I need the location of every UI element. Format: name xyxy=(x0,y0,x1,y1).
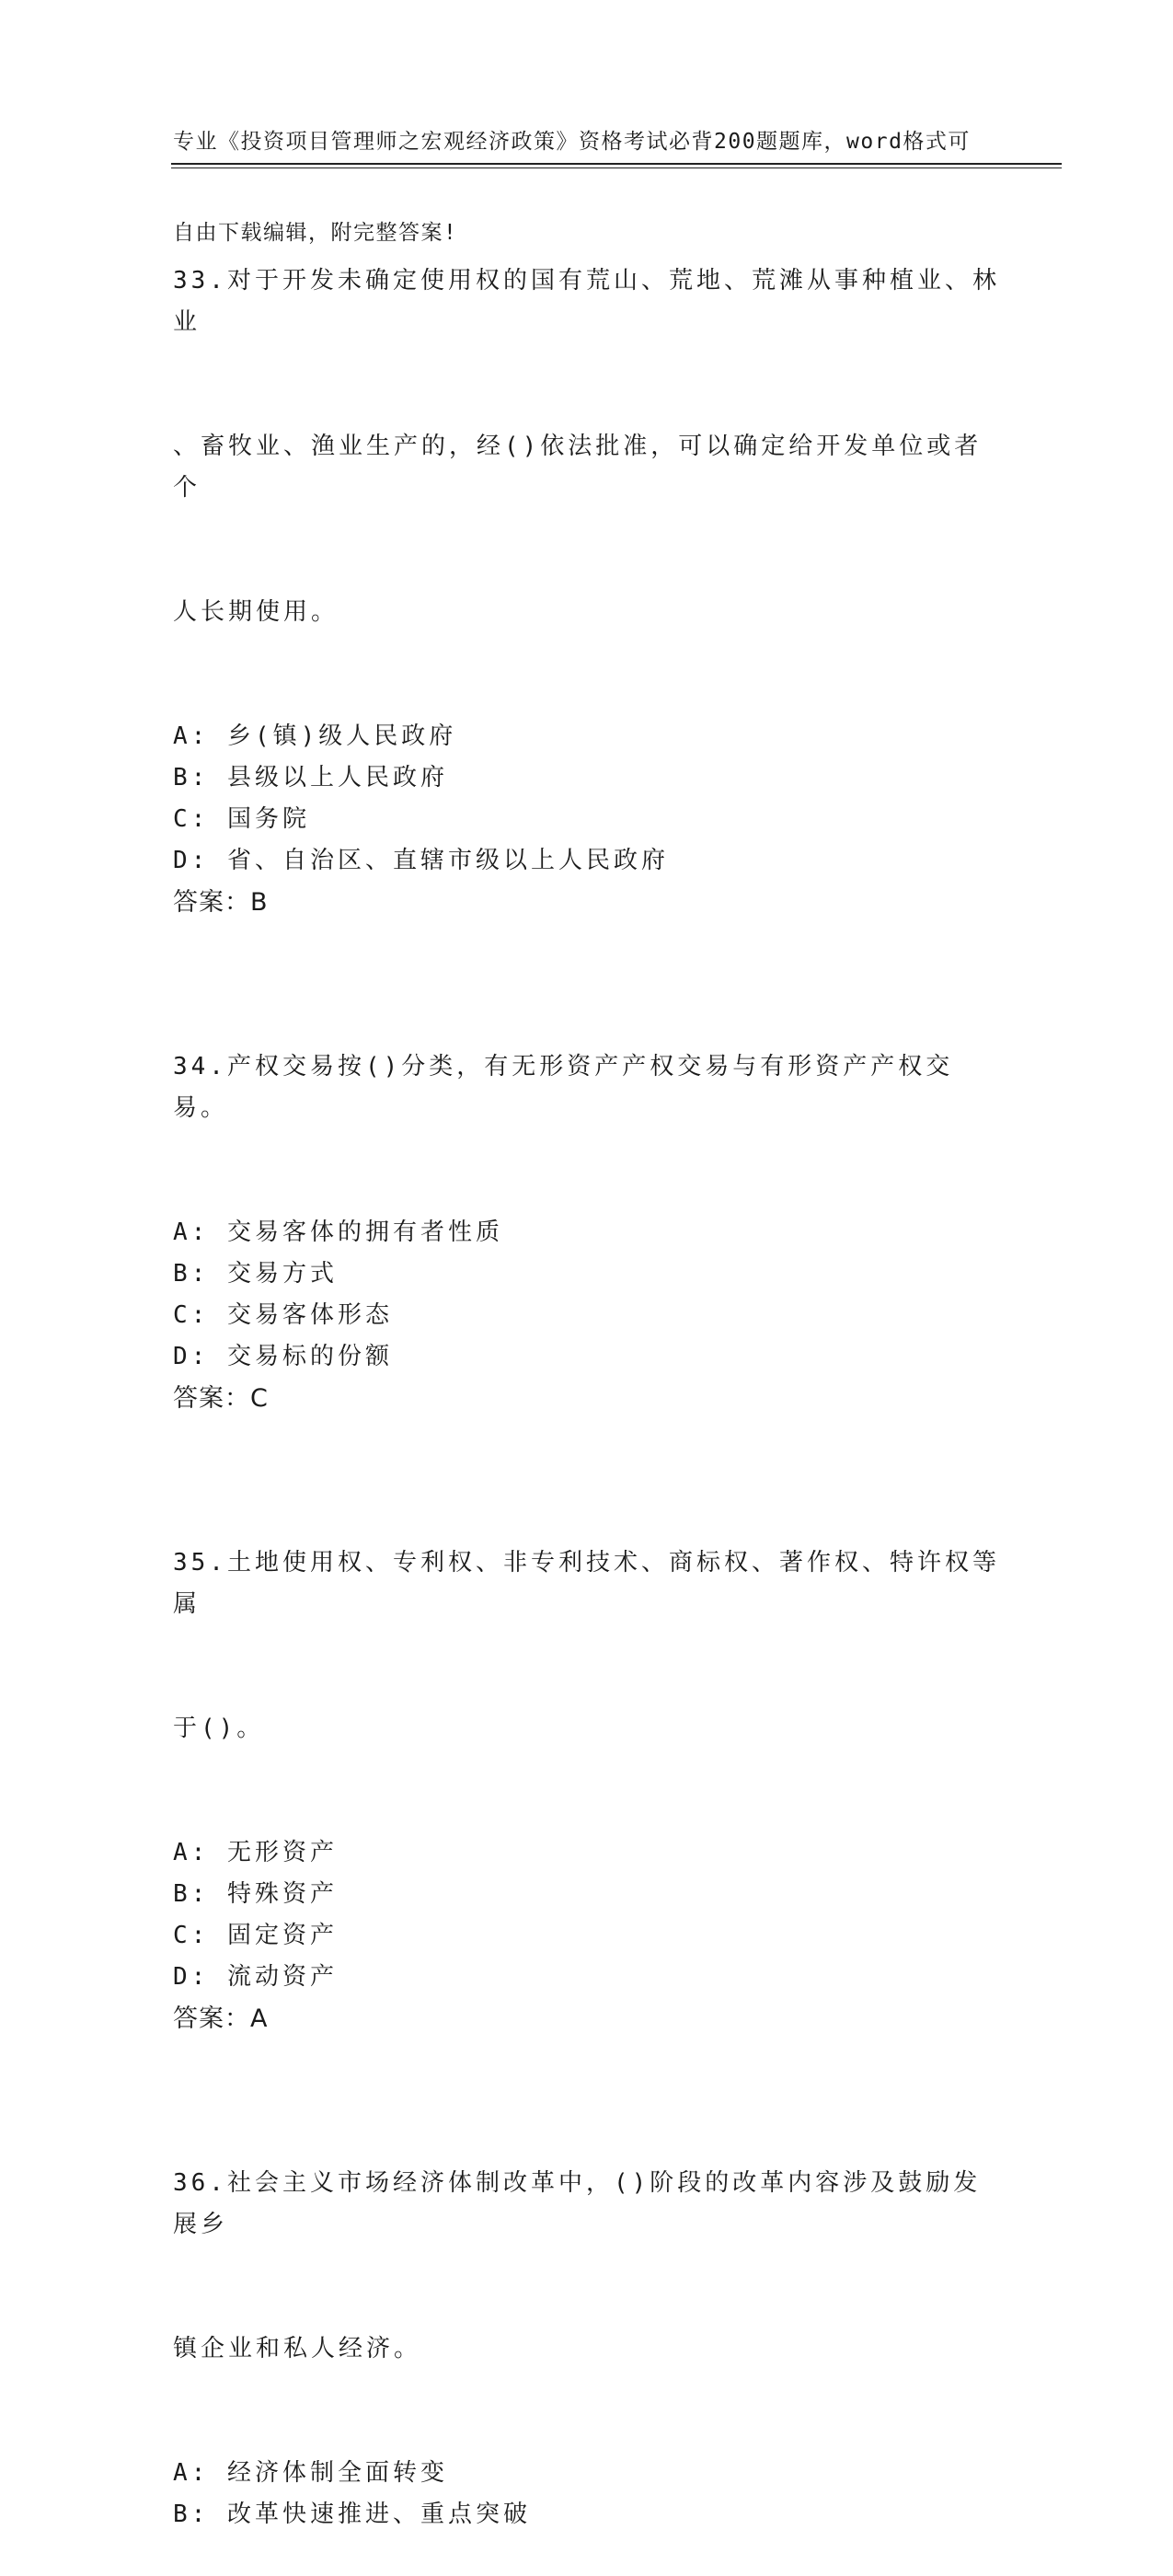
answer-line: 答案：B xyxy=(173,888,269,917)
option-b: B: 特殊资产 xyxy=(173,1880,338,1908)
option-b: B: 改革快速推进、重点突破 xyxy=(173,2501,531,2528)
header-line-2: 自由下载编辑，附完整答案! xyxy=(173,221,458,245)
question-text-line: 镇企业和私人经济。 xyxy=(173,2335,422,2362)
option-c: C: 交易客体形态 xyxy=(173,1301,393,1329)
question-text xyxy=(173,964,1001,1212)
option-a: A: 乡(镇)级人民政府 xyxy=(173,722,457,750)
question-35 xyxy=(173,1460,1001,2039)
question-text-line: 、畜牧业、渔业生产的，经()依法批准，可以确定给开发单位或者个 xyxy=(173,433,983,502)
option-d: D: 交易标的份额 xyxy=(173,1343,393,1370)
option-b: B: 县级以上人民政府 xyxy=(173,764,448,791)
option-a: A: 经济体制全面转变 xyxy=(173,2459,448,2487)
question-text-line: 34.产权交易按()分类，有无形资产产权交易与有形资产产权交易。 xyxy=(173,1053,954,1122)
question-text xyxy=(173,2080,1001,2453)
question-text-line: 33.对于开发未确定使用权的国有荒山、荒地、荒滩从事种植业、林业 xyxy=(173,267,1000,336)
question-text-line: 36.社会主义市场经济体制改革中，()阶段的改革内容涉及鼓励发展乡 xyxy=(173,2169,982,2238)
option-a: A: 交易客体的拥有者性质 xyxy=(173,1219,503,1246)
answer-line: 答案：C xyxy=(173,1384,269,1413)
question-text xyxy=(173,1460,1001,1832)
question-text-line: 35.土地使用权、专利权、非专利技术、商标权、著作权、特许权等属 xyxy=(173,1549,1000,1618)
question-36 xyxy=(173,2080,1001,2536)
question-text-line: 人长期使用。 xyxy=(173,598,339,626)
answer-line: 答案：A xyxy=(173,2004,269,2033)
option-d: D: 省、自治区、直辖市级以上人民政府 xyxy=(173,847,669,874)
question-33 xyxy=(173,178,1001,923)
option-d: D: 流动资产 xyxy=(173,1963,338,1991)
option-a: A: 无形资产 xyxy=(173,1839,338,1866)
question-list xyxy=(173,178,1001,2576)
option-c: C: 固定资产 xyxy=(173,1922,338,1949)
question-34 xyxy=(173,964,1001,1419)
header-line-1: 专业《投资项目管理师之宏观经济政策》资格考试必背200题题库，word格式可 xyxy=(173,130,971,154)
question-text xyxy=(173,178,1001,716)
header-divider-thin xyxy=(171,167,1062,168)
option-b: B: 交易方式 xyxy=(173,1260,338,1288)
question-text-line: 于()。 xyxy=(173,1715,265,1742)
option-c: C: 国务院 xyxy=(173,805,310,833)
header-divider-thick xyxy=(171,163,1062,165)
